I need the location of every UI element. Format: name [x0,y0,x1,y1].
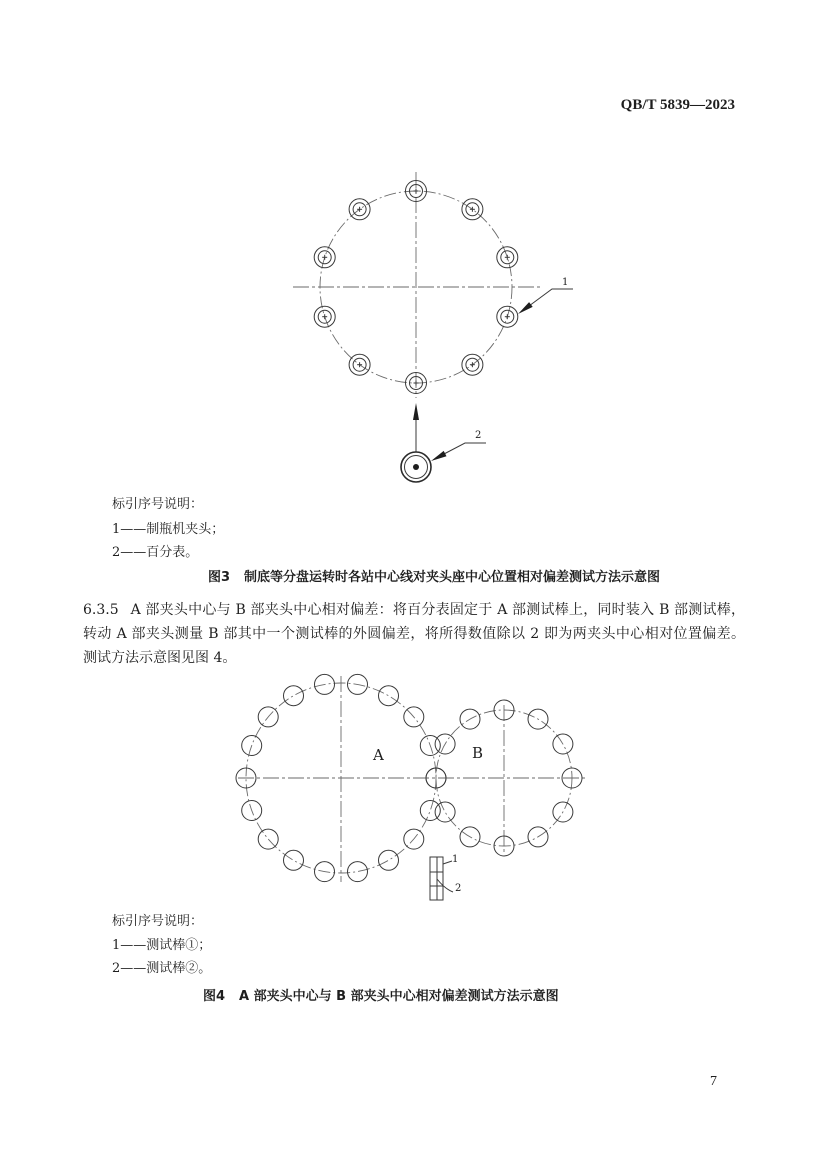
chuck-5 [462,354,483,375]
figure3-indicator-arrowhead [413,403,419,420]
figure3-caption-label: 图3 [208,570,231,585]
section-paragraph-line-1 [83,602,745,618]
figure4-caption-title: A 部夹头中心与 B 部夹头中心相对偏差测试方法示意图 [239,989,559,1004]
chuck-3 [497,247,518,268]
section-line-1-text: A 部夹头中心与 B 部夹头中心相对偏差：将百分表固定于 A 部测试棒上，同时装入 B 部测试棒， [130,602,745,618]
chuck-8 [314,306,335,327]
figure3-diagram [280,165,600,495]
part-a-test-rod-9 [348,862,368,882]
figure4-legend-item-1: 1——测试棒①； [112,938,212,953]
figure3-callout-2-label: 2 [475,430,482,441]
figure4-callout-1-leader [443,861,452,864]
figure3-legend-title: 标引序号说明： [112,497,204,512]
figure3-caption [208,570,660,586]
figure3-callout-1-leader [529,289,573,306]
part-b-test-rod-9 [435,802,455,822]
page-number: 7 [710,1074,717,1089]
figure4-caption [203,989,559,1005]
figure3-callout-2-arrowhead [431,451,447,461]
chuck-4 [497,306,518,327]
section-number: 6.3.5 [83,602,119,618]
figure3-caption-title: 制底等分盘运转时各站中心线对夹头座中心位置相对偏差测试方法示意图 [244,570,661,585]
dial-indicator-center-dot [413,464,419,470]
part-b-label: B [472,744,484,762]
standard-number-header: QB/T 5839—2023 [620,97,735,113]
chuck-10 [349,199,370,220]
figure4-callout-1-label: 1 [452,854,459,865]
part-a-test-rod-17 [284,686,304,706]
part-a-label: A [373,746,384,764]
section-line-3-text: 测试方法示意图见图 4。 [83,650,237,666]
section-paragraph-line-2 [83,626,745,642]
chuck-9 [314,247,335,268]
part-a-test-rod-11 [284,850,304,870]
figure4-legend-item-2: 2——测试棒②。 [112,961,212,976]
figure4-caption-label: 图4 [203,989,226,1004]
figure3-legend-item-1: 1——制瓶机夹头； [112,522,225,537]
section-paragraph-line-3 [83,650,745,666]
figure3-legend-item-2: 2——百分表。 [112,545,199,560]
chuck-2 [462,199,483,220]
figure3-callout-2-leader [444,443,486,454]
section-line-2-text: 转动 A 部夹头测量 B 部其中一个测试棒的外圆偏差，将所得数值除以 2 即为两夹头中心相对位置偏差。 [83,626,745,642]
figure3-callout-1-arrowhead [518,302,533,314]
figure4-callout-2-label: 2 [455,883,462,894]
figure4-diagram [230,670,600,905]
figure4-legend-title: 标引序号说明： [112,914,204,929]
figure3-callout-1-label: 1 [562,277,569,288]
part-a-test-rod-8 [379,850,399,870]
chuck-7 [349,354,370,375]
